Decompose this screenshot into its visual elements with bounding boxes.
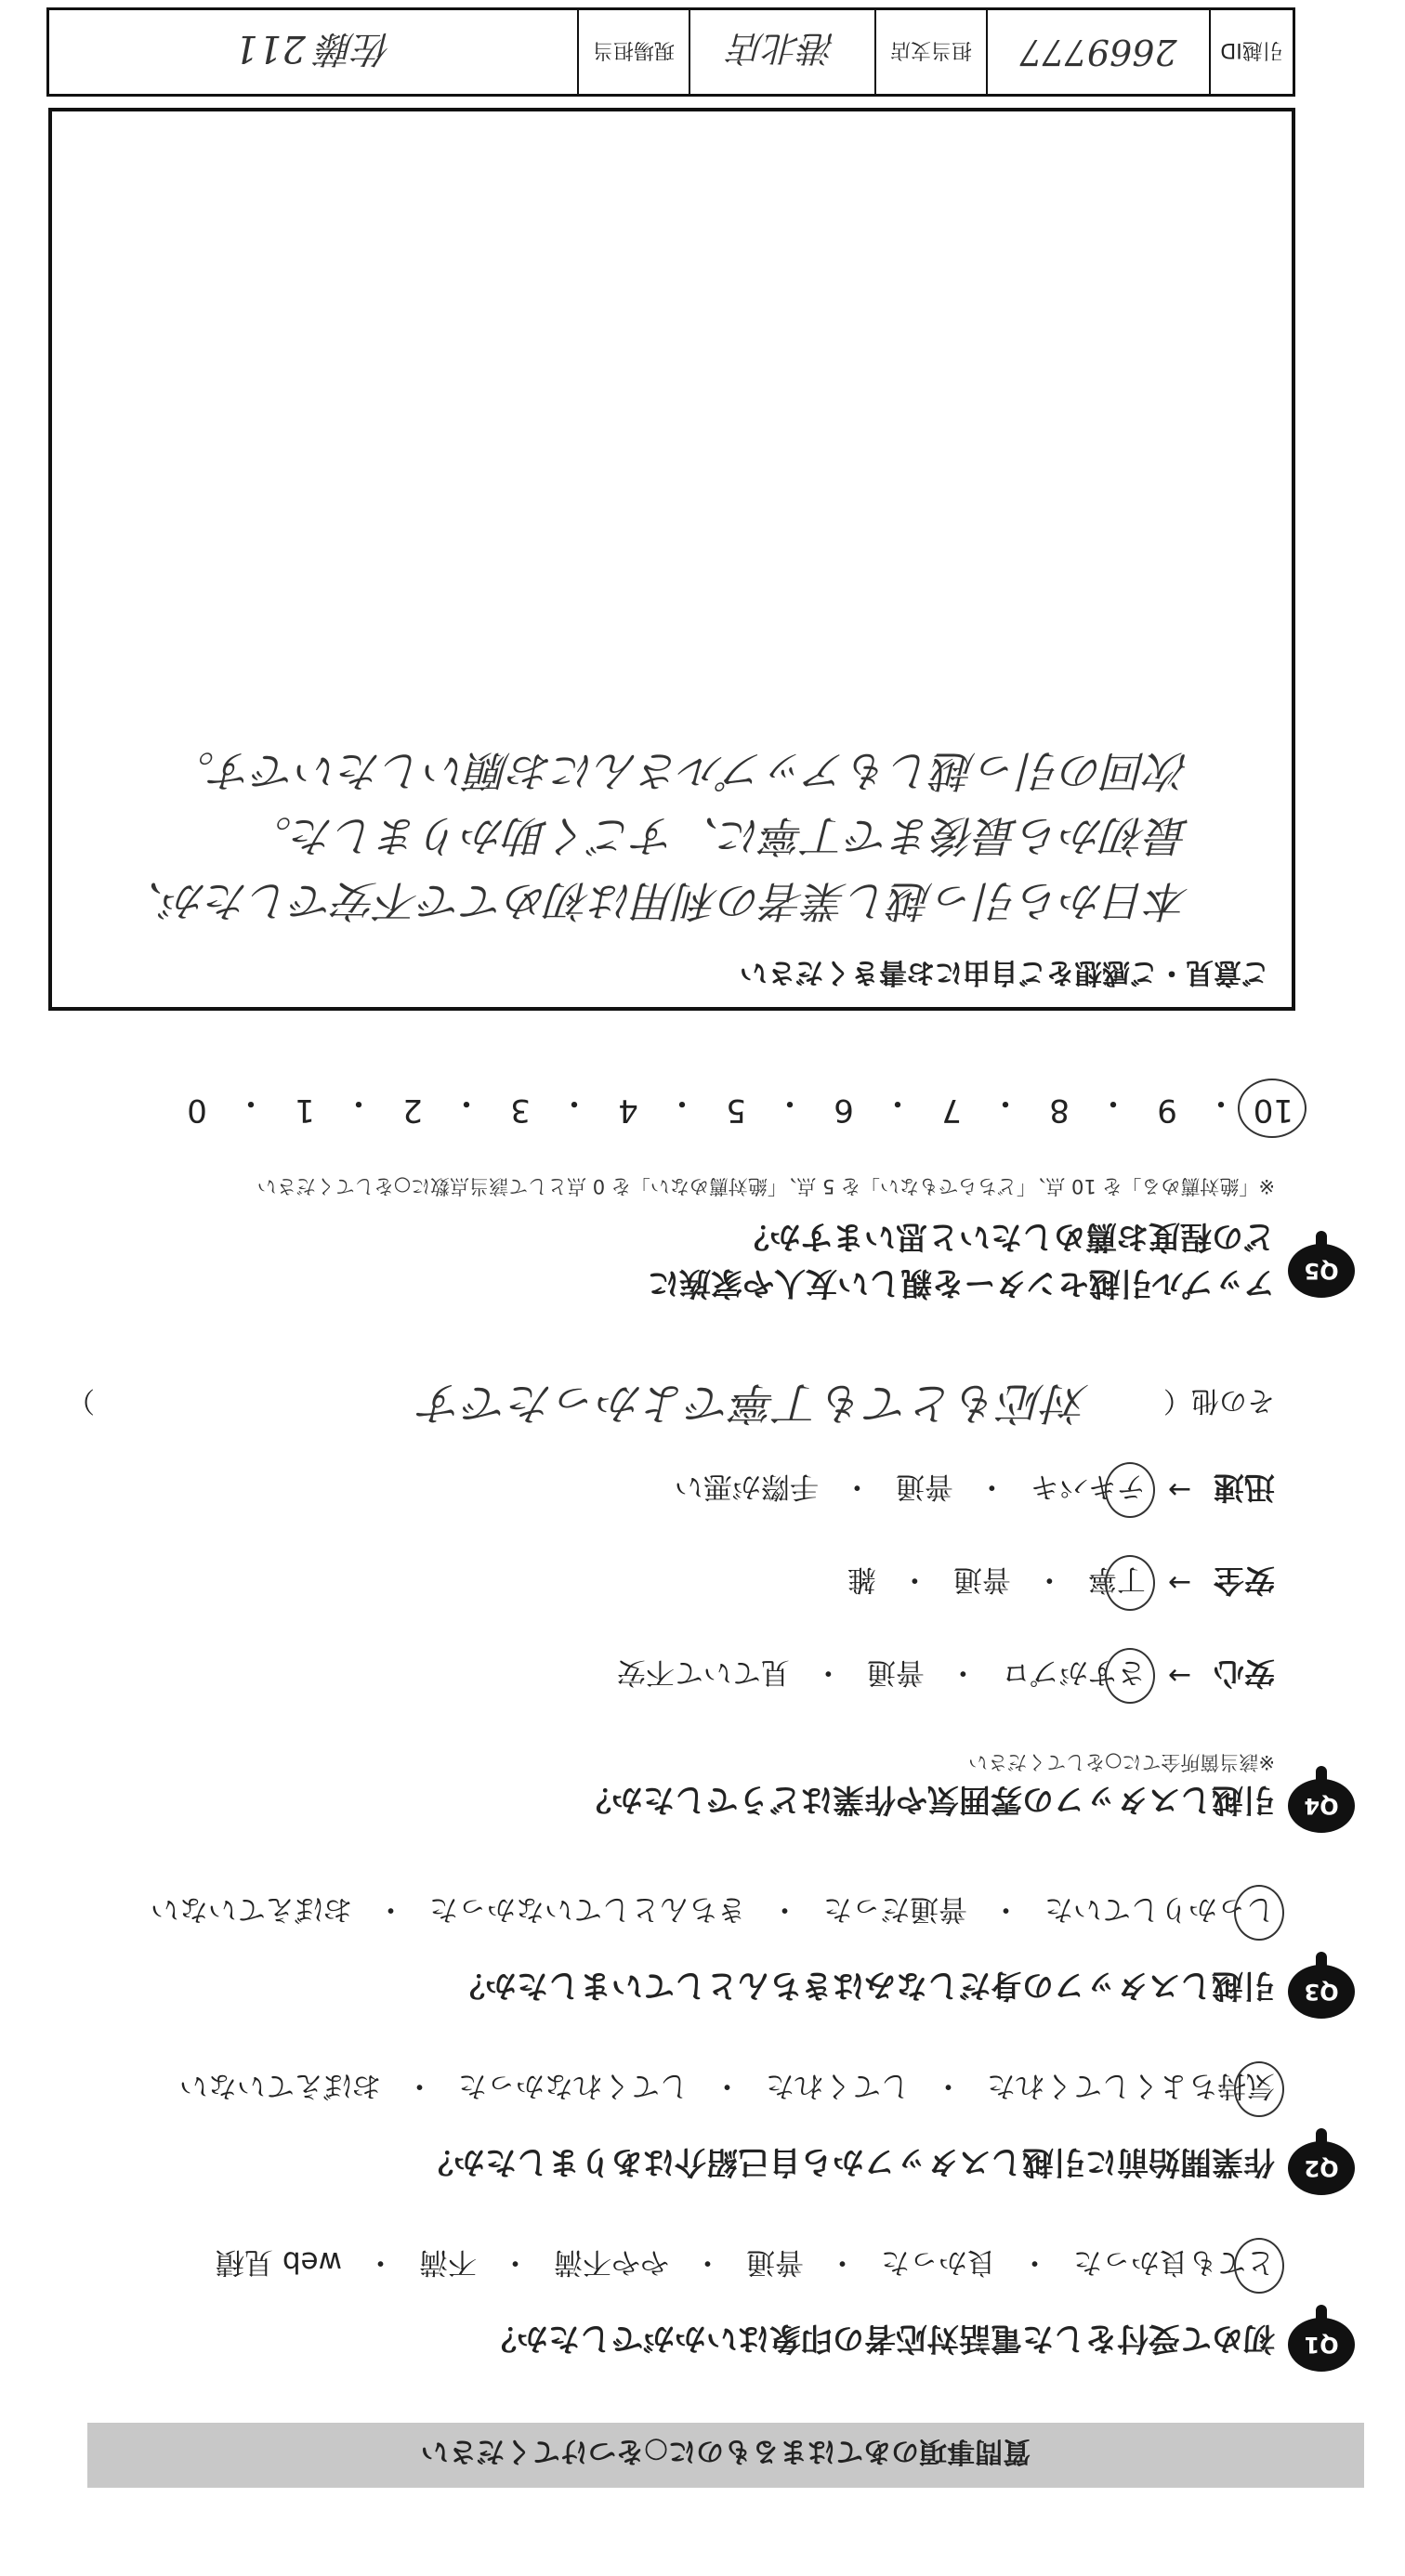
q4-separator: ・ xyxy=(842,1470,872,1503)
q2-question: 作業開始前に引越しスタッフから自己紹介はありましたか？ xyxy=(422,2143,1275,2180)
q2-option-did-not[interactable]: してくれなかった xyxy=(458,2069,689,2102)
q1-badge: Q1 xyxy=(1288,2318,1355,2372)
scale-dot: ・ xyxy=(1097,1084,1129,1121)
comment-line: 最初から最後まで丁寧に、すごく助かりました。 xyxy=(249,811,1189,861)
q3-option-dont-remember[interactable]: おぼえていない xyxy=(151,1892,352,1926)
score-1[interactable]: 1 xyxy=(295,1092,315,1129)
q1-separator: ・ xyxy=(366,2245,395,2279)
q2-badge: Q2 xyxy=(1288,2141,1355,2195)
comment-line: 次回の引っ越しもアップルさんにお願いしたいです。 xyxy=(171,746,1189,796)
q5-note: ※「絶対薦める」を 10 点、「どちらでもない」を 5 点、「絶対薦めない」を 0 点として該当点数に○をしてください xyxy=(256,1175,1275,1197)
q4-row-relief xyxy=(617,1654,1275,1697)
id-value: 2669777 xyxy=(986,10,1209,94)
instruction-text: 質問事項のあてはまるものに○をつけてください xyxy=(420,2435,1031,2467)
q1-separator: ・ xyxy=(693,2245,722,2279)
arrow-icon: → xyxy=(1167,1566,1191,1599)
branch-label: 担当支店 xyxy=(874,10,986,94)
score-0[interactable]: 0 xyxy=(187,1092,207,1129)
id-label: 引越ID xyxy=(1209,10,1293,94)
scale-dot: ・ xyxy=(558,1084,590,1121)
q4-question: 引越しスタッフの雰囲気や作業はどうでしたか？ xyxy=(580,1781,1275,1818)
q2-separator: ・ xyxy=(405,2069,434,2102)
q4-option-normal[interactable]: 普通 xyxy=(952,1563,1011,1596)
q1-options xyxy=(216,2244,1275,2286)
q1-option-normal[interactable]: 普通 xyxy=(746,2245,804,2279)
scale-dot: ・ xyxy=(1205,1084,1237,1121)
score-5[interactable]: 5 xyxy=(726,1092,746,1129)
scale-dot: ・ xyxy=(451,1084,482,1121)
q2-option-dont-remember[interactable]: おぼえていない xyxy=(179,2069,381,2102)
q4-option-clumsy[interactable]: 手際が悪い xyxy=(674,1470,819,1503)
q5-question-line1: アップル引越センターを親しい友人や家族に xyxy=(648,1264,1275,1301)
q5-scale xyxy=(178,1083,1293,1129)
score-9[interactable]: 9 xyxy=(1157,1092,1177,1129)
q3-option-not-neat[interactable]: きちんとしていなかった xyxy=(429,1892,746,1926)
q3-options xyxy=(151,1891,1275,1933)
q4-badge: Q4 xyxy=(1288,1779,1355,1833)
q4-separator: ・ xyxy=(977,1470,1006,1503)
q4-other-label: その他（ xyxy=(1163,1384,1275,1417)
comment-box[interactable] xyxy=(48,108,1295,1011)
score-4[interactable]: 4 xyxy=(618,1092,638,1129)
q4-row-label: 迅速 xyxy=(1214,1470,1275,1506)
q4-note: ※該当箇所全てに○をしてください xyxy=(968,1751,1275,1773)
q3-option-normal[interactable]: 普通だった xyxy=(823,1892,967,1926)
leader-value: 佐藤 211 xyxy=(234,27,392,71)
scale-dot: ・ xyxy=(774,1084,806,1121)
scale-dot: ・ xyxy=(235,1084,267,1121)
instruction-banner xyxy=(87,2423,1364,2488)
scale-dot: ・ xyxy=(990,1084,1021,1121)
arrow-icon: → xyxy=(1167,1473,1191,1506)
q5-question-line2: どの程度お薦めしたいと思いますか？ xyxy=(738,1218,1275,1255)
q4-option-brisk[interactable]: テキパキ xyxy=(1031,1469,1146,1510)
score-8[interactable]: 8 xyxy=(1049,1092,1070,1129)
q1-separator: ・ xyxy=(1020,2245,1049,2279)
arrow-icon: → xyxy=(1167,1659,1191,1692)
q2-option-did[interactable]: してくれた xyxy=(766,2069,910,2102)
q4-row-speed xyxy=(675,1468,1275,1511)
q1-option-somewhat-dissatisfied[interactable]: やや不満 xyxy=(554,2245,669,2279)
q3-separator: ・ xyxy=(770,1892,799,1926)
q4-option-careful[interactable]: 丁寧 xyxy=(1088,1562,1146,1603)
q3-badge: Q3 xyxy=(1288,1965,1355,2019)
q4-row-safety xyxy=(847,1561,1275,1604)
leader-label: 現場担当 xyxy=(577,10,689,94)
q3-option-neat[interactable]: しっかりしていた xyxy=(1044,1891,1275,1933)
staff-info-table xyxy=(46,7,1295,97)
q4-separator: ・ xyxy=(813,1655,843,1689)
q1-option-very-good[interactable]: とても良かった xyxy=(1073,2244,1275,2286)
q2-separator: ・ xyxy=(934,2069,963,2102)
q4-separator: ・ xyxy=(899,1563,929,1596)
q3-separator: ・ xyxy=(991,1892,1020,1926)
q4-option-normal[interactable]: 普通 xyxy=(866,1655,925,1689)
q4-other-answer[interactable]: 対応もとても丁寧でよかったです xyxy=(419,1377,1089,1429)
q4-separator: ・ xyxy=(1034,1563,1064,1596)
q3-separator: ・ xyxy=(376,1892,405,1926)
score-7[interactable]: 7 xyxy=(941,1092,962,1129)
q3-question: 引越しスタッフの身だしなみはきちんとしていましたか？ xyxy=(453,1967,1275,2004)
q4-option-professional[interactable]: さすがプロ xyxy=(1002,1654,1146,1696)
q4-other-close: ） xyxy=(67,1384,95,1417)
score-6[interactable]: 6 xyxy=(834,1092,854,1129)
q2-options xyxy=(179,2068,1275,2110)
q4-separator: ・ xyxy=(948,1655,978,1689)
q1-option-web[interactable]: web 見積 xyxy=(216,2245,342,2279)
scale-dot: ・ xyxy=(343,1084,374,1121)
q1-separator: ・ xyxy=(828,2245,857,2279)
scale-dot: ・ xyxy=(666,1084,698,1121)
scale-dot: ・ xyxy=(882,1084,913,1121)
q4-row-label: 安心 xyxy=(1214,1655,1275,1692)
q1-option-good[interactable]: 良かった xyxy=(881,2245,996,2279)
q4-row-label: 安全 xyxy=(1214,1563,1275,1599)
q1-question: 初めて受付をした電話対応者の印象はいかがでしたか？ xyxy=(485,2320,1275,2357)
q4-option-anxious[interactable]: 見ていて不安 xyxy=(616,1655,790,1689)
branch-value: 港北店 xyxy=(689,10,874,94)
q4-option-normal[interactable]: 普通 xyxy=(895,1470,953,1503)
q5-badge: Q5 xyxy=(1288,1244,1355,1298)
score-3[interactable]: 3 xyxy=(510,1092,531,1129)
comment-title: ご意見・ご感想をご自由にお書きください xyxy=(740,956,1269,988)
q4-option-rough[interactable]: 雑 xyxy=(847,1563,876,1596)
q1-option-dissatisfied[interactable]: 不満 xyxy=(419,2245,477,2279)
q1-separator: ・ xyxy=(501,2245,530,2279)
score-2[interactable]: 2 xyxy=(402,1092,423,1129)
score-10[interactable]: 10 xyxy=(1256,1083,1293,1129)
q2-option-pleasant[interactable]: 気持ちよくしてくれた xyxy=(987,2068,1275,2110)
comment-line: 本日から引っ越し業者の利用は初めてで不安でしたが、 xyxy=(121,876,1189,926)
q2-separator: ・ xyxy=(713,2069,742,2102)
